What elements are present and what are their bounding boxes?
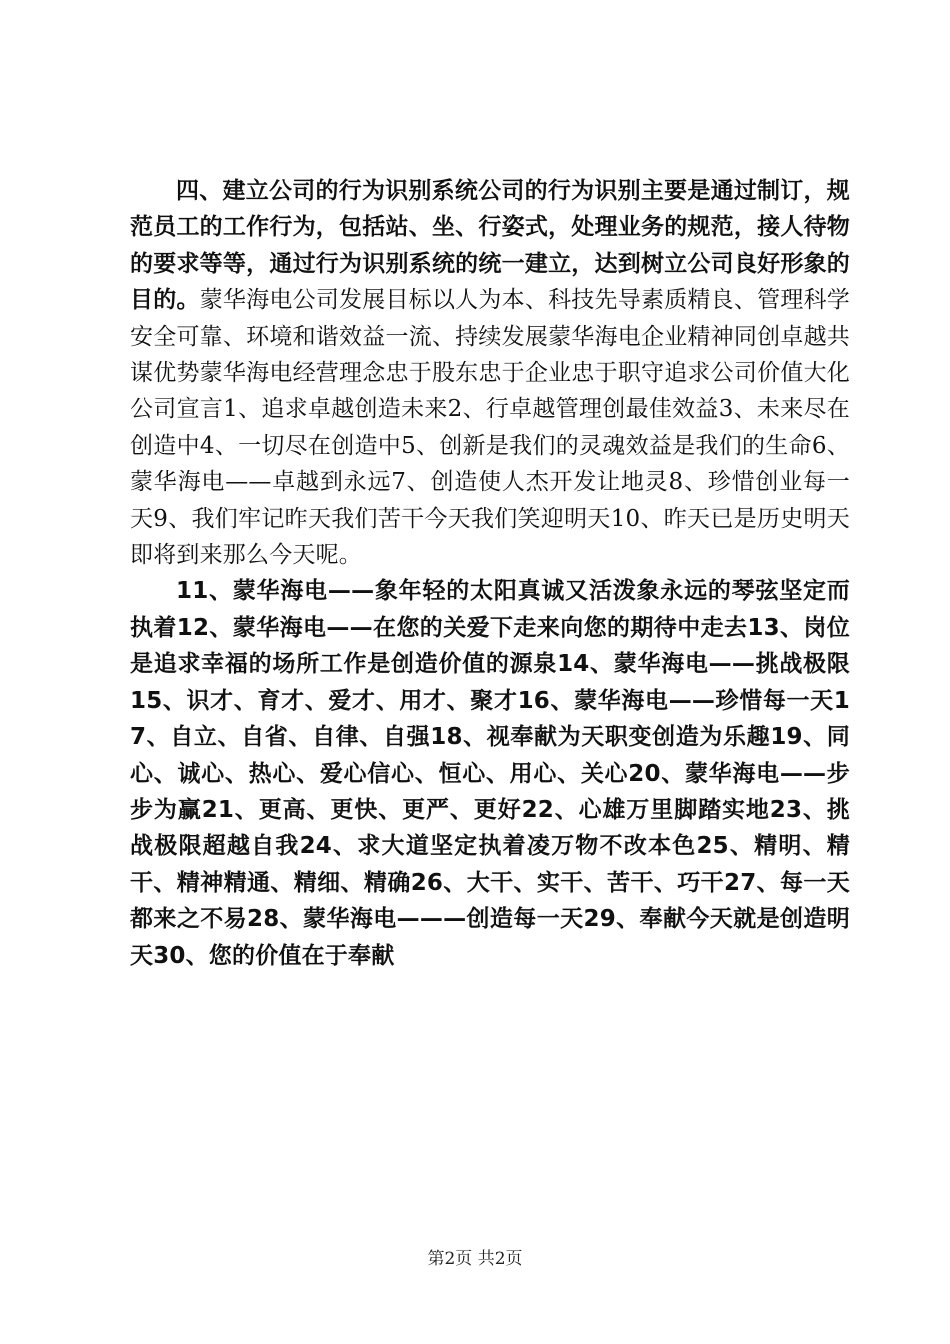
paragraph-1-regular-text: 蒙华海电公司发展目标以人为本、科技先导素质精良、管理科学安全可靠、环境和谐效益一流、持续发展蒙华海电企业精神同创卓越共谋优势蒙华海电经营理念忠于股东忠于企业忠于职守追求公司价值大化公司宣言1、追求卓越创造未来2、行卓越管理创最佳效益3、未来尽在创造中4、一切尽在创造中5、创新是我们的灵魂效益是我们的生命6、蒙华海电——卓越到永远7、创造使人杰开发让地灵8、珍惜创业每一天9、我们牢记昨天我们苦干今天我们笑迎明天10、昨天已是历史明天即将到来那么今天呢。: [130, 287, 850, 569]
paragraph-1-bold-text: 四、建立公司的行为识别系统公司的行为识别主要是通过制订，规范员工的工作行为，包括站、坐、行姿式，处理业务的规范，接人待物的要求等等，通过行为识别系统的统一建立，达到树立公司良好形象的目的。: [130, 178, 850, 314]
document-body: [130, 173, 850, 974]
paragraph-2: 11、蒙华海电——象年轻的太阳真诚又活泼象永远的琴弦坚定而执着12、蒙华海电——在您的关爱下走来向您的期待中走去13、岗位是追求幸福的场所工作是创造价值的源泉14、蒙华海电——挑战极限15、识才、育才、爱才、用才、聚才16、蒙华海电——珍惜每一天17、自立、自省、自律、自强18、视奉献为天职变创造为乐趣19、同心、诚心、热心、爱心信心、恒心、用心、关心20、蒙华海电——步步为赢21、更高、更快、更严、更好22、心雄万里脚踏实地23、挑战极限超越自我24、求大道坚定执着凌万物不改本色25、精明、精干、精神精通、精细、精确26、大干、实干、苦干、巧干27、每一天都来之不易28、蒙华海电———创造每一天29、奉献今天就是创造明天30、您的价值在于奉献: [130, 578, 850, 969]
page-footer: 第2页 共2页: [427, 1249, 523, 1269]
paragraph-1: [130, 173, 850, 573]
